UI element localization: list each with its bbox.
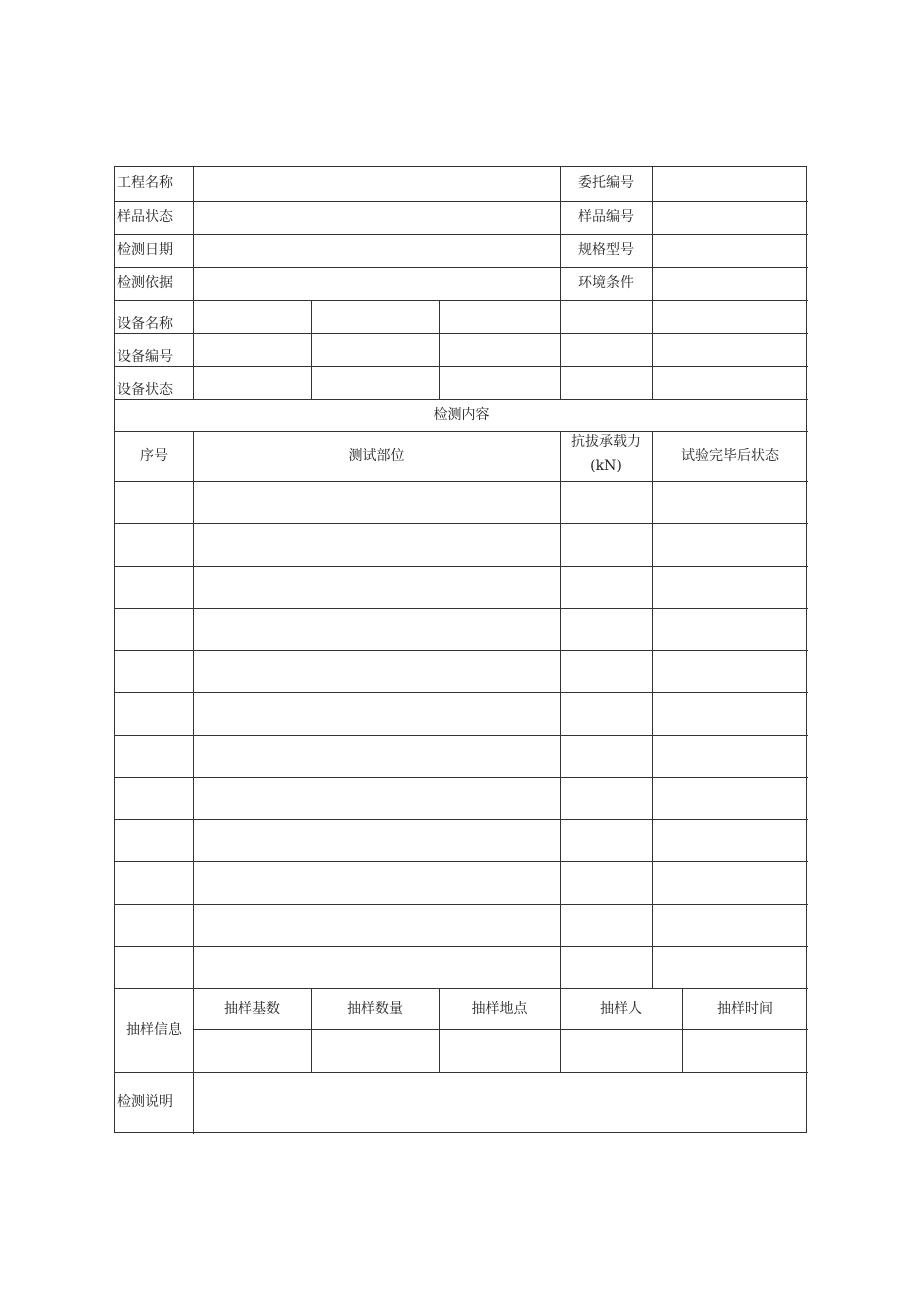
header-capacity: 抗拔承载力 <box>571 434 641 450</box>
result-capacity-field[interactable] <box>561 905 652 946</box>
equipment-label: 设备编号 <box>117 349 173 365</box>
equipment-field[interactable] <box>440 301 560 333</box>
result-status-field[interactable] <box>653 820 808 861</box>
sampling-value-field[interactable] <box>440 1030 560 1072</box>
result-status-field[interactable] <box>653 567 808 608</box>
result-location-field[interactable] <box>194 567 560 608</box>
info-value-field[interactable] <box>194 168 559 201</box>
info-label: 环境条件 <box>578 275 634 291</box>
result-location-field[interactable] <box>194 693 560 735</box>
equipment-field[interactable] <box>653 367 808 399</box>
result-seq-field[interactable] <box>115 482 193 523</box>
result-capacity-field[interactable] <box>561 524 652 566</box>
equipment-field[interactable] <box>194 367 311 399</box>
equipment-label: 设备状态 <box>117 382 173 398</box>
info-label: 样品状态 <box>117 209 173 225</box>
result-capacity-field[interactable] <box>561 862 652 904</box>
equipment-field[interactable] <box>312 334 439 366</box>
result-capacity-field[interactable] <box>561 482 652 523</box>
result-location-field[interactable] <box>194 820 560 861</box>
inspection-form-table <box>114 166 807 1133</box>
result-status-field[interactable] <box>653 524 808 566</box>
result-location-field[interactable] <box>194 778 560 819</box>
info-label: 工程名称 <box>117 175 173 191</box>
equipment-field[interactable] <box>653 334 808 366</box>
result-location-field[interactable] <box>194 947 560 988</box>
sampling-header: 抽样数量 <box>347 1001 403 1017</box>
result-seq-field[interactable] <box>115 862 193 904</box>
info-label: 样品编号 <box>578 209 634 225</box>
row-divider <box>115 399 808 400</box>
equipment-field[interactable] <box>653 301 808 333</box>
info-value-field[interactable] <box>653 235 807 267</box>
result-seq-field[interactable] <box>115 905 193 946</box>
sampling-value-field[interactable] <box>561 1030 682 1072</box>
info-value-field[interactable] <box>653 168 807 201</box>
result-seq-field[interactable] <box>115 651 193 692</box>
info-value-field[interactable] <box>653 268 807 300</box>
result-seq-field[interactable] <box>115 609 193 650</box>
sampling-header: 抽样基数 <box>224 1001 280 1017</box>
result-capacity-field[interactable] <box>561 736 652 777</box>
result-seq-field[interactable] <box>115 693 193 735</box>
info-value-field[interactable] <box>194 235 559 267</box>
result-seq-field[interactable] <box>115 524 193 566</box>
sampling-value-field[interactable] <box>194 1030 311 1072</box>
result-capacity-field[interactable] <box>561 820 652 861</box>
result-location-field[interactable] <box>194 736 560 777</box>
sampling-value-field[interactable] <box>312 1030 439 1072</box>
sampling-header: 抽样人 <box>600 1001 642 1017</box>
result-capacity-field[interactable] <box>561 693 652 735</box>
sampling-label: 抽样信息 <box>126 1022 182 1038</box>
result-seq-field[interactable] <box>115 778 193 819</box>
result-capacity-field[interactable] <box>561 778 652 819</box>
result-capacity-field[interactable] <box>561 567 652 608</box>
result-status-field[interactable] <box>653 778 808 819</box>
result-seq-field[interactable] <box>115 947 193 988</box>
info-label: 委托编号 <box>578 175 634 191</box>
result-location-field[interactable] <box>194 905 560 946</box>
result-seq-field[interactable] <box>115 736 193 777</box>
header-capacity-unit: (kN) <box>590 458 622 474</box>
result-status-field[interactable] <box>653 862 808 904</box>
equipment-field[interactable] <box>440 367 560 399</box>
info-value-field[interactable] <box>194 202 559 234</box>
equipment-field[interactable] <box>561 301 652 333</box>
result-capacity-field[interactable] <box>561 947 652 988</box>
result-status-field[interactable] <box>653 736 808 777</box>
result-seq-field[interactable] <box>115 567 193 608</box>
result-capacity-field[interactable] <box>561 651 652 692</box>
equipment-label: 设备名称 <box>117 316 173 332</box>
result-status-field[interactable] <box>653 947 808 988</box>
info-label: 检测依据 <box>117 275 173 291</box>
equipment-field[interactable] <box>312 367 439 399</box>
remarks-label: 检测说明 <box>117 1094 173 1110</box>
info-label: 检测日期 <box>117 242 173 258</box>
sampling-value-field[interactable] <box>683 1030 808 1072</box>
result-status-field[interactable] <box>653 905 808 946</box>
result-status-field[interactable] <box>653 651 808 692</box>
info-value-field[interactable] <box>653 202 807 234</box>
result-row-divider <box>115 988 808 989</box>
header-seq: 序号 <box>140 448 168 464</box>
info-value-field[interactable] <box>194 268 559 300</box>
result-location-field[interactable] <box>194 482 560 523</box>
result-location-field[interactable] <box>194 651 560 692</box>
equipment-field[interactable] <box>194 334 311 366</box>
equipment-field[interactable] <box>561 367 652 399</box>
info-label: 规格型号 <box>578 242 634 258</box>
result-capacity-field[interactable] <box>561 609 652 650</box>
equipment-field[interactable] <box>561 334 652 366</box>
result-status-field[interactable] <box>653 609 808 650</box>
row-divider <box>115 431 808 432</box>
result-location-field[interactable] <box>194 862 560 904</box>
result-location-field[interactable] <box>194 609 560 650</box>
equipment-field[interactable] <box>194 301 311 333</box>
result-status-field[interactable] <box>653 693 808 735</box>
remarks-field[interactable] <box>194 1073 807 1133</box>
equipment-field[interactable] <box>440 334 560 366</box>
section-title: 检测内容 <box>433 407 490 423</box>
result-status-field[interactable] <box>653 482 808 523</box>
equipment-field[interactable] <box>312 301 439 333</box>
result-location-field[interactable] <box>194 524 560 566</box>
header-location: 测试部位 <box>348 448 405 464</box>
sampling-header: 抽样地点 <box>471 1001 528 1017</box>
sampling-header: 抽样时间 <box>717 1001 773 1017</box>
result-seq-field[interactable] <box>115 820 193 861</box>
header-status-after: 试验完毕后状态 <box>681 448 779 464</box>
